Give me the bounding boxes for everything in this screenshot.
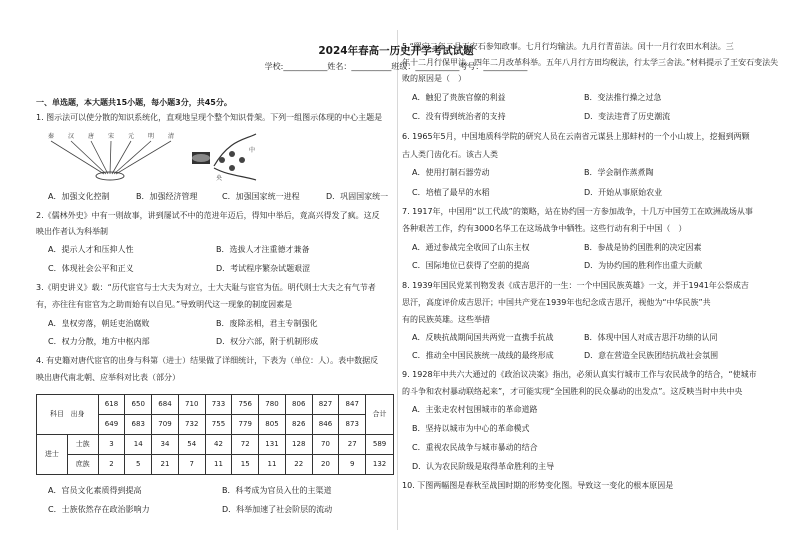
q5-option-a: A．触犯了贵族官僚的利益 [412,93,506,102]
q2-line1: 2.《儒林外史》中有一则故事，讲到屡试不中的范进年迈后，得知中举后，竟高兴得发了疯。这反 [36,211,380,220]
q2-line2: 映出作者认为科举制 [36,227,108,236]
q9-line2: 的斗争和农村暴动联络起来”，才可能实现“全国胜利的民众暴动的出发点”。这反映当时中共中央 [402,387,743,396]
q8-option-a: A．反映抗战期间国共两党一直携手抗战 [412,333,554,342]
label-qing: 清 [168,133,175,140]
q1-diagram [44,130,344,182]
q6-option-c: C．培植了最早的水稻 [412,188,490,197]
q8-option-b: B．体现中国人对成吉思汗功绩的认同 [584,333,718,342]
q8-line1: 8. 1939年国民党某刊物发表《成吉思汗的一生：一个中国民族英雄》一文，并于1941年公祭成吉 [402,281,749,290]
table-cell-total: 132 [366,455,394,475]
q9-option-d: D．认为农民阶级是取得革命胜利的主导 [412,462,555,471]
q5-option-d: D．变法违背了历史潮流 [584,112,671,121]
q6-option-d: D．开始从事原始农业 [584,188,663,197]
table-row [37,435,394,455]
q3-option-a: A．皇权旁落，朝廷吏治腐败 [48,319,150,328]
right-column [402,0,779,560]
table-cell: 27 [339,435,366,455]
year-end: 649 [98,415,125,435]
label-qin: 秦 [48,133,55,140]
year-end: 779 [232,415,259,435]
q8-option-c: C．推动全中国民族统一战线的最终形成 [412,351,554,360]
table-row-label: 士族 [67,435,98,455]
section-heading: 一、单选题，本大题共15小题，每小题3分，共45分。 [36,98,232,107]
q5-option-c: C．没有得到统治者的支持 [412,112,506,121]
label-song: 宋 [108,133,115,140]
table-cell: 20 [312,455,339,475]
table-group-label: 进士 [37,435,68,475]
q4-option-b: B．科考成为官员入仕的主渠道 [222,486,332,495]
year-end: 826 [285,415,312,435]
q5-line2: 年十二月行保甲法。四年二月改革科举。五年八月行方田均税法，行太学三舍法。”材料提示了王安石变法失 [402,58,779,67]
year-end: 873 [339,415,366,435]
year-start: 756 [232,395,259,415]
q9-option-c: C．重视农民战争与城市暴动的结合 [412,443,538,452]
year-start: 847 [339,395,366,415]
year-end: 709 [152,415,179,435]
year-end: 846 [312,415,339,435]
q1-option-c: C．加强国家统一进程 [222,192,300,201]
table-cell: 34 [152,435,179,455]
table-header-subject: 科目 出身 [37,395,99,435]
column-divider [397,30,398,530]
q5-option-b: B．变法推行操之过急 [584,93,662,102]
q4-score-table [36,394,394,475]
year-start: 650 [125,395,152,415]
q9-option-a: A．主张走农村包围城市的革命道路 [412,405,538,414]
q2-option-b: B．选拔人才注重德才兼备 [216,245,310,254]
table-cell: 70 [312,435,339,455]
q2-option-a: A．提示人才和压抑人性 [48,245,134,254]
q8-line2: 思汗，高度评价成吉思汗；中国共产党在1939年也纪念成吉思汗，视他为“中华民族”共 [402,298,711,307]
year-end: 755 [205,415,232,435]
year-start: 710 [178,395,205,415]
year-end: 683 [125,415,152,435]
student-info-line: 学校:___________姓名：__________班级：___________考号：___________ [264,62,528,71]
q3-line2: 有，亦往往有宦官为之助而始有以自见。”导致明代这一现象的制度因素是 [36,300,293,309]
table-cell: 15 [232,455,259,475]
q7-option-c: C．国际地位已获得了空前的提高 [412,261,530,270]
q10-line1: 10. 下图两幅图是春秋至战国时期的形势变化图。导致这一变化的根本原因是 [402,481,674,490]
q3-option-c: C．权力分散，地方中枢内部 [48,337,150,346]
table-cell: 2 [98,455,125,475]
year-end: 732 [178,415,205,435]
label-han: 汉 [68,133,75,140]
q3-option-b: B．废除丞相，君主专制强化 [216,319,318,328]
q4-option-d: D．科举加速了社会阶层的流动 [222,505,333,514]
table-cell: 72 [232,435,259,455]
label-ming: 明 [148,133,155,140]
label-yang: 央 [216,175,223,182]
q1-option-a: A．加强文化控制 [48,192,110,201]
q7-option-d: D．为协约国的胜利作出重大贡献 [584,261,703,270]
year-start: 806 [285,395,312,415]
q7-option-a: A．通过参战完全收回了山东主权 [412,243,530,252]
table-cell: 7 [178,455,205,475]
table-cell: 9 [339,455,366,475]
table-cell: 5 [125,455,152,475]
q2-option-d: D．考试程序繁杂试题艰涩 [216,264,311,273]
q2-option-c: C．体现社会公平和正义 [48,264,134,273]
q3-line1: 3.《明史讲义》载：“历代宦官与士大夫为对立，士大夫耻与宦官为伍。明代则士大夫之有气节者 [36,283,376,292]
table-cell: 131 [259,435,286,455]
q6-option-a: A．使用打制石器劳动 [412,168,490,177]
year-start: 684 [152,395,179,415]
table-cell: 3 [98,435,125,455]
table-cell: 54 [178,435,205,455]
q7-line2: 各种艰苦工作，约有3000名华工在这场战争中牺牲。这些行动有利于中国（ ） [402,224,687,233]
table-row-label: 庶族 [67,455,98,475]
table-row [37,455,394,475]
table-cell-total: 589 [366,435,394,455]
q1-option-d: D．巩固国家统一 [326,192,389,201]
table-cell: 42 [205,435,232,455]
q6-option-b: B．学会制作蒸煮陶 [584,168,654,177]
table-cell: 14 [125,435,152,455]
q5-line3: 败的原因是（ ） [402,74,466,83]
q7-option-b: B．参战是协约国胜利的决定因素 [584,243,702,252]
table-cell: 11 [259,455,286,475]
q9-option-b: B．坚持以城市为中心的革命模式 [412,424,530,433]
year-end: 805 [259,415,286,435]
q4-option-c: C．士族依然存在政治影响力 [48,505,150,514]
q6-line2: 古人类门齿化石。该古人类 [402,150,498,159]
year-start: 780 [259,395,286,415]
year-start: 618 [98,395,125,415]
q6-line1: 6. 1965年5月，中国地质科学院的研究人员在云南省元谋县上那蚌村的一个小山坡上，挖掘到两颗 [402,132,750,141]
q4-line1: 4. 有史籍对唐代宦官的出身与科第（进士）结果做了详细统计，下表为（单位：人）。表中数据反 [36,356,379,365]
table-cell: 128 [285,435,312,455]
q8-option-d: D．意在营造全民族团结抗战社会氛围 [584,351,719,360]
q4-line2: 映出唐代南北朝、应举科对比表（部分） [36,373,180,382]
table-cell: 11 [205,455,232,475]
label-zhong: 中 [249,147,256,154]
q8-line3: 有的民族英雄。这些举措 [402,315,490,324]
year-start: 733 [205,395,232,415]
table-cell: 22 [285,455,312,475]
q4-option-a: A．官员文化素质得到提高 [48,486,142,495]
table-cell: 21 [152,455,179,475]
q1-option-b: B．加强经济管理 [136,192,198,201]
exam-title: 2024年春高一历史开学考试试题 [318,45,474,57]
label-yuan: 元 [128,133,135,140]
label-tang: 唐 [88,133,95,140]
year-start: 827 [312,395,339,415]
q5-line1: 5.“熙宁二年二月王安石参知政事。七月行均输法。九月行青苗法。闰十一月行农田水利法。三 [402,42,734,51]
table-header-row [37,395,394,415]
q7-line1: 7. 1917年，中国用“以工代战”的策略，站在协约国一方参加战争，十几万中国劳工在欧洲战场从事 [402,207,753,216]
table-header-total: 合计 [366,395,394,435]
q3-option-d: D．权分六部，附于机制形成 [216,337,319,346]
q1-stem: 1. 图示法可以使分散的知识系统化，直观地呈现个整个知识骨架。下列一组图示体现的中心主题是 [36,113,383,122]
q9-line1: 9. 1928年中共六大通过的《政治议决案》指出，必须认真实行城市工作与农民战争的结合，“使城市 [402,370,757,379]
